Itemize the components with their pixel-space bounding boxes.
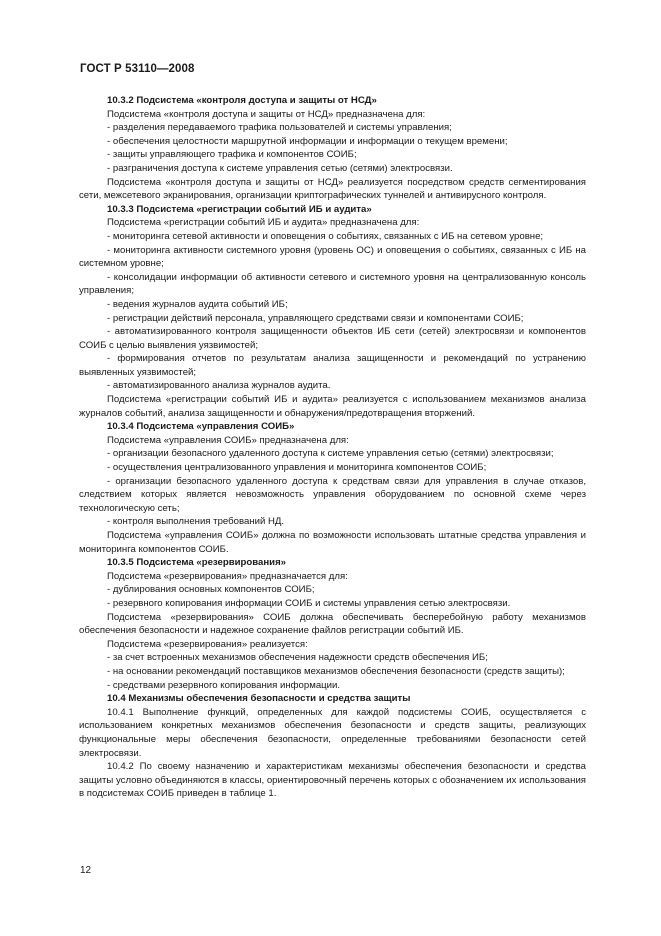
paragraph: - формирования отчетов по результатам анализа защищенности и рекомендаций по устранению выявленных уязвимостей; [79,353,586,378]
paragraph: - защиты управляющего трафика и компонентов СОИБ; [107,149,357,161]
section-heading: 10.3.2 Подсистема «контроля доступа и защиты от НСД» [107,95,377,106]
paragraph: - средствами резервного копирования информации. [107,679,341,691]
paragraph: Подсистема «резервирования» предназначается для: [107,570,348,582]
paragraph: - автоматизированного контроля защищенности объектов ИБ сети (сетей) электросвязи и компонентов СОИБ с целью выявления уязвимостей; [79,326,586,351]
paragraph: - мониторинга активности системного уровня (уровень ОС) и оповещения о событиях, связанных с ИБ на системном уровне; [79,244,586,270]
paragraph: - разделения передаваемого трафика пользователей и системы управления; [107,122,452,134]
paragraph: - консолидации информации об активности сетевого и системного уровня на централизованную консоль управления; [79,271,586,297]
section-heading: 10.3.5 Подсистема «резервирования» [107,557,286,569]
section-heading: 10.4 Механизмы обеспечения безопасности и средства защиты [107,693,411,705]
document-body [79,94,586,801]
paragraph: - организации безопасного удаленного доступа к средствам связи для управления в случае отказов, следствием которых является невозможность управления оборудованием по основной схеме через технологическую сеть; [79,475,586,514]
paragraph: - дублирования основных компонентов СОИБ; [107,584,315,596]
paragraph: Подсистема «управления СОИБ» предназначена для: [107,434,349,446]
paragraph: Подсистема «регистрации событий ИБ и аудита» реализуется с использованием механизмов анализа журналов событий, анализа защищенности и обнаружения/предотвращения вторжений. [79,394,586,419]
paragraph: - регистрации действий персонала, управляющего средствами связи и компонентами СОИБ; [107,312,524,324]
paragraph: Подсистема «контроля доступа и защиты от НСД» предназначена для: [107,108,426,120]
paragraph: - автоматизированного анализа журналов аудита. [107,380,331,392]
paragraph: - разграничения доступа к системе управления сетью (сетями) электросвязи. [107,162,453,174]
paragraph: 10.4.1 Выполнение функций, определенных для каждой подсистемы СОИБ, осуществляется с использованием конкретных механизмов обеспечения безопасности и средств защиты, реализующих функциональные меры обеспечения безопасности, определенные требованиями безопасности сетей электросвязи. [79,706,586,759]
paragraph: 10.4.2 По своему назначению и характеристикам механизмы обеспечения безопасности и средства защиты условно объединяются в классы, ориентировочный перечень которых с обозначением их использования в подсистемах СОИБ приведен в таблице 1. [79,761,586,800]
paragraph: Подсистема «регистрации событий ИБ и аудита» предназначена для: [107,217,420,229]
paragraph: - мониторинга сетевой активности и оповещения о событиях, связанных с ИБ на сетевом уровне; [107,230,544,242]
paragraph: - ведения журналов аудита событий ИБ; [107,298,288,310]
paragraph: - организации безопасного удаленного доступа к системе управления сетью (сетями) электросвязи; [107,448,554,460]
paragraph: Подсистема «управления СОИБ» должна по возможности использовать штатные средства управления и мониторинга компонентов СОИБ. [79,530,586,555]
paragraph: - резервного копирования информации СОИБ и системы управления сетью электросвязи. [107,597,511,609]
paragraph: Подсистема «резервирования» реализуется: [107,638,308,650]
section-heading: 10.3.3 Подсистема «регистрации событий ИБ и аудита» [107,203,372,215]
paragraph: - осуществления централизованного управления и мониторинга компонентов СОИБ; [107,462,487,474]
document-header: ГОСТ Р 53110—2008 [80,63,195,75]
paragraph: - контроля выполнения требований НД. [107,516,285,528]
paragraph: Подсистема «резервирования» СОИБ должна обеспечивать бесперебойную работу механизмов обеспечения безопасности и надежное сохранение файлов регистрации событий ИБ. [79,611,586,637]
page-number: 12 [80,865,92,876]
paragraph: - обеспечения целостности маршрутной информации и информации о текущем времени; [107,135,508,147]
section-heading: 10.3.4 Подсистема «управления СОИБ» [107,421,295,433]
paragraph: - за счет встроенных механизмов обеспечения надежности средств обеспечения ИБ; [107,652,488,664]
paragraph: - на основании рекомендаций поставщиков механизмов обеспечения безопасности (средств защиты); [107,665,565,677]
paragraph: Подсистема «контроля доступа и защиты от НСД» реализуется посредством средств сегментирования сети, межсетевого экранирования, организации криптографических туннелей и антивирусного контроля. [79,176,586,202]
